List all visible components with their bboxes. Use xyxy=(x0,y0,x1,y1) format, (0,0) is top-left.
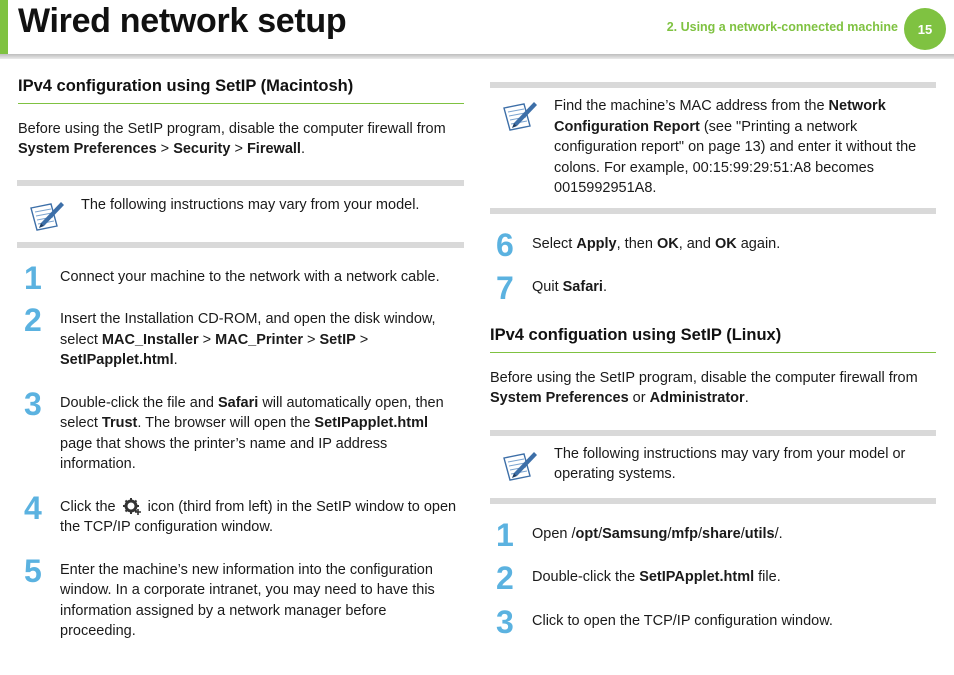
step-6: 6 Select Apply, then OK, and OK again. xyxy=(496,227,781,263)
section-heading-macintosh: IPv4 configuration using SetIP (Macintosh) xyxy=(18,76,464,104)
header-divider xyxy=(0,54,954,59)
mac-address-note-text: Find the machine’s MAC address from the Network Configuration Report (see "Printing a network configuration report" on page 13) and enter it without the colons. For example, 00:15:99:29:51:A8 becomes 0015992951A8. xyxy=(554,98,917,196)
left-column xyxy=(18,76,464,642)
step-1: 1 Connect your machine to the network with a network cable. xyxy=(24,259,440,296)
note-box-linux xyxy=(490,430,936,504)
step-number: 5 xyxy=(24,552,42,589)
step-number: 4 xyxy=(24,489,42,526)
step-number: 7 xyxy=(496,269,514,306)
note-pencil-icon xyxy=(500,448,540,484)
step-4: 4 Click the icon (third from left) in the SetIP window to open the TCP/IP configuration window. xyxy=(24,489,457,535)
tcp-ip-settings-icon xyxy=(122,497,142,515)
step-number: 3 xyxy=(24,385,42,422)
note-pencil-icon xyxy=(27,198,67,234)
macintosh-intro: Before using the SetIP program, disable the computer firewall from System Preferences > Security > Firewall. xyxy=(18,120,446,157)
step-3: 3 Double-click the file and Safari will automatically open, then select Trust. The browser will open the SetIPapplet.html page that shows the printer’s name and IP address information. xyxy=(24,385,444,472)
step-number: 2 xyxy=(24,302,42,338)
step-number: 2 xyxy=(496,560,514,596)
linux-step-1: 1 Open /opt/Samsung/mfp/share/utils/. xyxy=(496,516,783,553)
step-2: 2 Insert the Installation CD-ROM, and open the disk window, select MAC_Installer > MAC_Printer > SetIP > SetIPapplet.html. xyxy=(24,302,436,368)
note-box-macintosh xyxy=(17,180,464,248)
note-box-mac-address xyxy=(490,82,936,214)
step-number: 6 xyxy=(496,227,514,263)
linux-step-2: 2 Double-click the SetIPApplet.html file. xyxy=(496,560,781,596)
page-number-badge: 15 xyxy=(904,8,946,50)
header-accent-bar xyxy=(0,0,8,56)
step-number: 1 xyxy=(24,259,42,296)
step-number: 3 xyxy=(496,603,514,640)
note-text: The following instructions may vary from your model or operating systems. xyxy=(554,445,906,482)
note-text: The following instructions may vary from your model. xyxy=(81,196,420,213)
page-title: Wired network setup xyxy=(18,2,347,40)
right-column xyxy=(490,82,936,640)
chapter-link[interactable]: 2. Using a network-connected machine xyxy=(666,20,898,34)
linux-step-3: 3 Click to open the TCP/IP configuration window. xyxy=(496,603,833,640)
step-7: 7 Quit Safari. xyxy=(496,269,607,306)
linux-intro: Before using the SetIP program, disable the computer firewall from System Preferences or Administrator. xyxy=(490,369,918,406)
note-pencil-icon xyxy=(500,98,540,134)
section-heading-linux: IPv4 configuation using SetIP (Linux) xyxy=(490,325,936,353)
step-number: 1 xyxy=(496,516,514,553)
step-5: 5 Enter the machine’s new information into the configuration window. In a corporate intranet, you may need to have this information assigned by a network manager before proceeding. xyxy=(24,552,435,639)
